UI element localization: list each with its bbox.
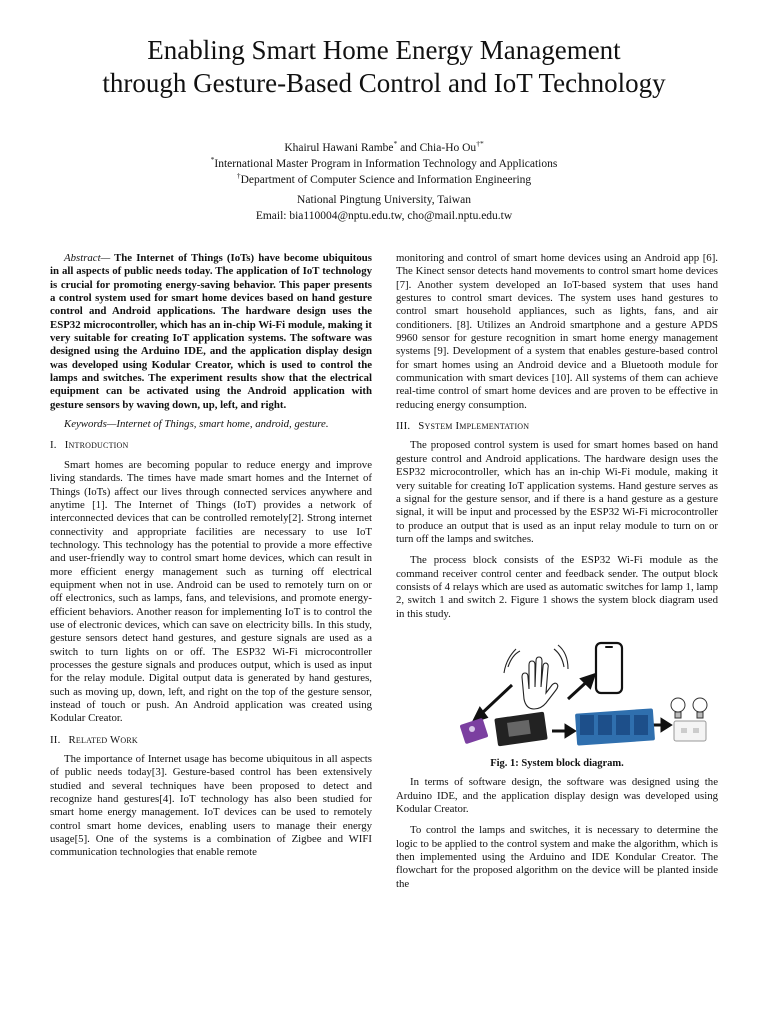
author-2: Chia-Ho Ou	[419, 142, 477, 154]
block-diagram-svg	[396, 637, 718, 749]
system-paragraph-4: To control the lamps and switches, it is necessary to determine the logic to be applied to the control system and make the algorithm, which is then implemented using the Arduino and IDE Kondular Creator. The flowchart for the proposed algorithm on the device will be planted inside the	[396, 824, 718, 890]
author-1: Khairul Hawani Rambe	[284, 142, 394, 154]
left-column	[50, 252, 372, 860]
affiliation-1	[84, 156, 684, 172]
keywords	[50, 418, 372, 431]
related-work-paragraph: The importance of Internet usage has become ubiquitous in all aspects of public needs today[3]. Gesture-based control has been extensively studied and several techniques have been proposed to detect and recognize hand gestures[4]. IoT technology has also been studied for smart home energy management. IoT devices can be used to remotely control smart home devices, enabling users to manage their energy usage[5]. One of the systems is a combination of Zigbee and WIFI communication technologies that enable remote	[50, 753, 372, 859]
abstract-text: The Internet of Things (IoTs) have become ubiquitous in all aspects of public needs today. The application of IoT technology is crucial for promoting energy-saving behavior. This paper presents a control system used for smart home devices based on hand gesture control and Android applications. The hardware design uses the ESP32 microcontroller, which has an in-chip Wi-Fi module, making it very suitable for creating IoT application systems. The software was designed using the Arduino IDE, and the application display design was developed using Kodular Creator, which is used to control the lamps and switches. The experiment results show that the electrical equipment can be activated using the Android application with gesture sensors by waving down, up, left, and right.	[50, 252, 372, 411]
gesture-sensor-icon	[459, 718, 488, 744]
right-column	[396, 252, 718, 891]
wall-switch-icon	[674, 721, 706, 741]
keywords-label: Keywords—	[64, 418, 117, 431]
paper-title	[20, 34, 748, 100]
author-and: and	[400, 142, 417, 154]
affiliation-1-text: International Master Program in Information Technology and Applications	[214, 158, 558, 170]
section-heading-2	[50, 734, 372, 747]
keywords-text: Internet of Things, smart home, android, gesture.	[116, 418, 329, 431]
section-3-number: III.	[396, 420, 411, 433]
section-heading-1	[50, 439, 372, 452]
affiliation-1-sup: *	[210, 155, 215, 165]
abstract	[50, 252, 372, 412]
university: National Pingtung University, Taiwan	[297, 194, 471, 206]
relay-module-icon	[575, 708, 655, 745]
smartphone-icon	[596, 643, 622, 693]
abstract-label: Abstract—	[64, 252, 111, 264]
section-2-number: II.	[50, 733, 61, 746]
title-line-2: through Gesture-Based Control and IoT Technology	[102, 68, 666, 98]
figure-caption: Fig. 1: System block diagram.	[490, 757, 624, 769]
esp32-board-icon	[494, 712, 547, 747]
affiliation-2-text: Department of Computer Science and Information Engineering	[240, 174, 532, 186]
intro-paragraph: Smart homes are becoming popular to reduce energy and improve living standards. The times have made smart homes and the Internet of Things (IoTs) affect our lives through connected services anywhere and anytime [1]. The Internet of Things (IoT) provides a network of interconnected devices that can be controlled remotely[2]. Strong internet connectivity and appropriate facilities are necessary to use IoT technology. This technology has the potential to provide a more effective and user-friendly way to control smart home devices, which can result in more efficient energy management such as turning off electrical equipment when not in use. Android can be used to remotely turn on or off electronics, such as lamps, fans, and televisions, and promote energy-efficient behaviors. Another reason for implementing IoT is to control the use of electronic devices, which can save on electricity bills. In this study, gesture sensors detect hand gestures, and gesture signals are used as a switch to turn lights on or off. The ESP32 Wi-Fi microcontroller processes the gesture signals and produces output, which is used as input for the relay module. Digital output data is generated by hand gestures, such as moving up, down, left, and right on the top of the gesture sensor, instead of touch or push. An Android application was created using Kodular Creator.	[50, 458, 372, 725]
section-1-title: Introduction	[64, 439, 129, 452]
lamp-bulb-icons	[671, 698, 707, 718]
section-1-number: I.	[50, 439, 57, 452]
section-2-title: Related Work	[68, 733, 138, 746]
section-heading-3	[396, 420, 718, 433]
related-work-continued: monitoring and control of smart home devices using an Android app [6]. The Kinect sensor detects hand movements to control smart home devices [7]. Another system developed an IoT-based system that uses hand gestures to control smart devices. The system uses hand gestures to control smart household appliances, such as lights, fans, and air conditioners. [8]. Utilizes an Android smartphone and a gesture APDS 9960 sensor for gesture recognition in smart home energy management systems [9]. Development of a system that enables gesture-based control for smart homes using an Android device and a Bluetooth module for communication with smart devices [10]. All systems of them can achieve real-time control of smart home devices and are proven to be effective in reducing energy consumption.	[396, 252, 718, 411]
affiliation-2	[84, 172, 684, 188]
title-line-1: Enabling Smart Home Energy Management	[147, 35, 621, 65]
system-paragraph-3: In terms of software design, the software was designed using the Arduino IDE, and the application display design was developed using Kodular Creator.	[396, 776, 718, 815]
system-paragraph-2: The process block consists of the ESP32 Wi-Fi module as the command receiver control center and feedback sender. The output block consists of 4 relays which are used as automatic switches for lamp 1, lamp 2, switch 1 and switch 2. Figure 1 shows the system block diagram used in this study.	[396, 554, 718, 620]
system-block-diagram	[396, 637, 718, 749]
email-line: Email: bia110004@nptu.edu.tw, cho@mail.nptu.edu.tw	[255, 210, 513, 222]
system-paragraph-1: The proposed control system is used for smart homes based on hand gesture control and Android applications. The hardware design uses the ESP32 microcontroller, which has an in-chip Wi-Fi module, making it very suitable for creating IoT application systems. Hand gesture serves as a signal for the gesture sensor, and if there is a hand gesture as a gesture signal, it will be input and processed by the ESP32 Wi-Fi microcontroller to produce an output that is used as an input relay module to turn on or turn off the lamps and switches.	[396, 439, 718, 545]
hand-gesture-icon	[504, 645, 568, 709]
author-block	[84, 140, 684, 224]
section-3-title: System Implementation	[418, 420, 530, 433]
author-2-sup: †*	[476, 139, 484, 149]
author-1-sup: *	[393, 139, 398, 149]
affiliation-2-sup: †	[236, 171, 241, 181]
author-line	[84, 140, 684, 156]
